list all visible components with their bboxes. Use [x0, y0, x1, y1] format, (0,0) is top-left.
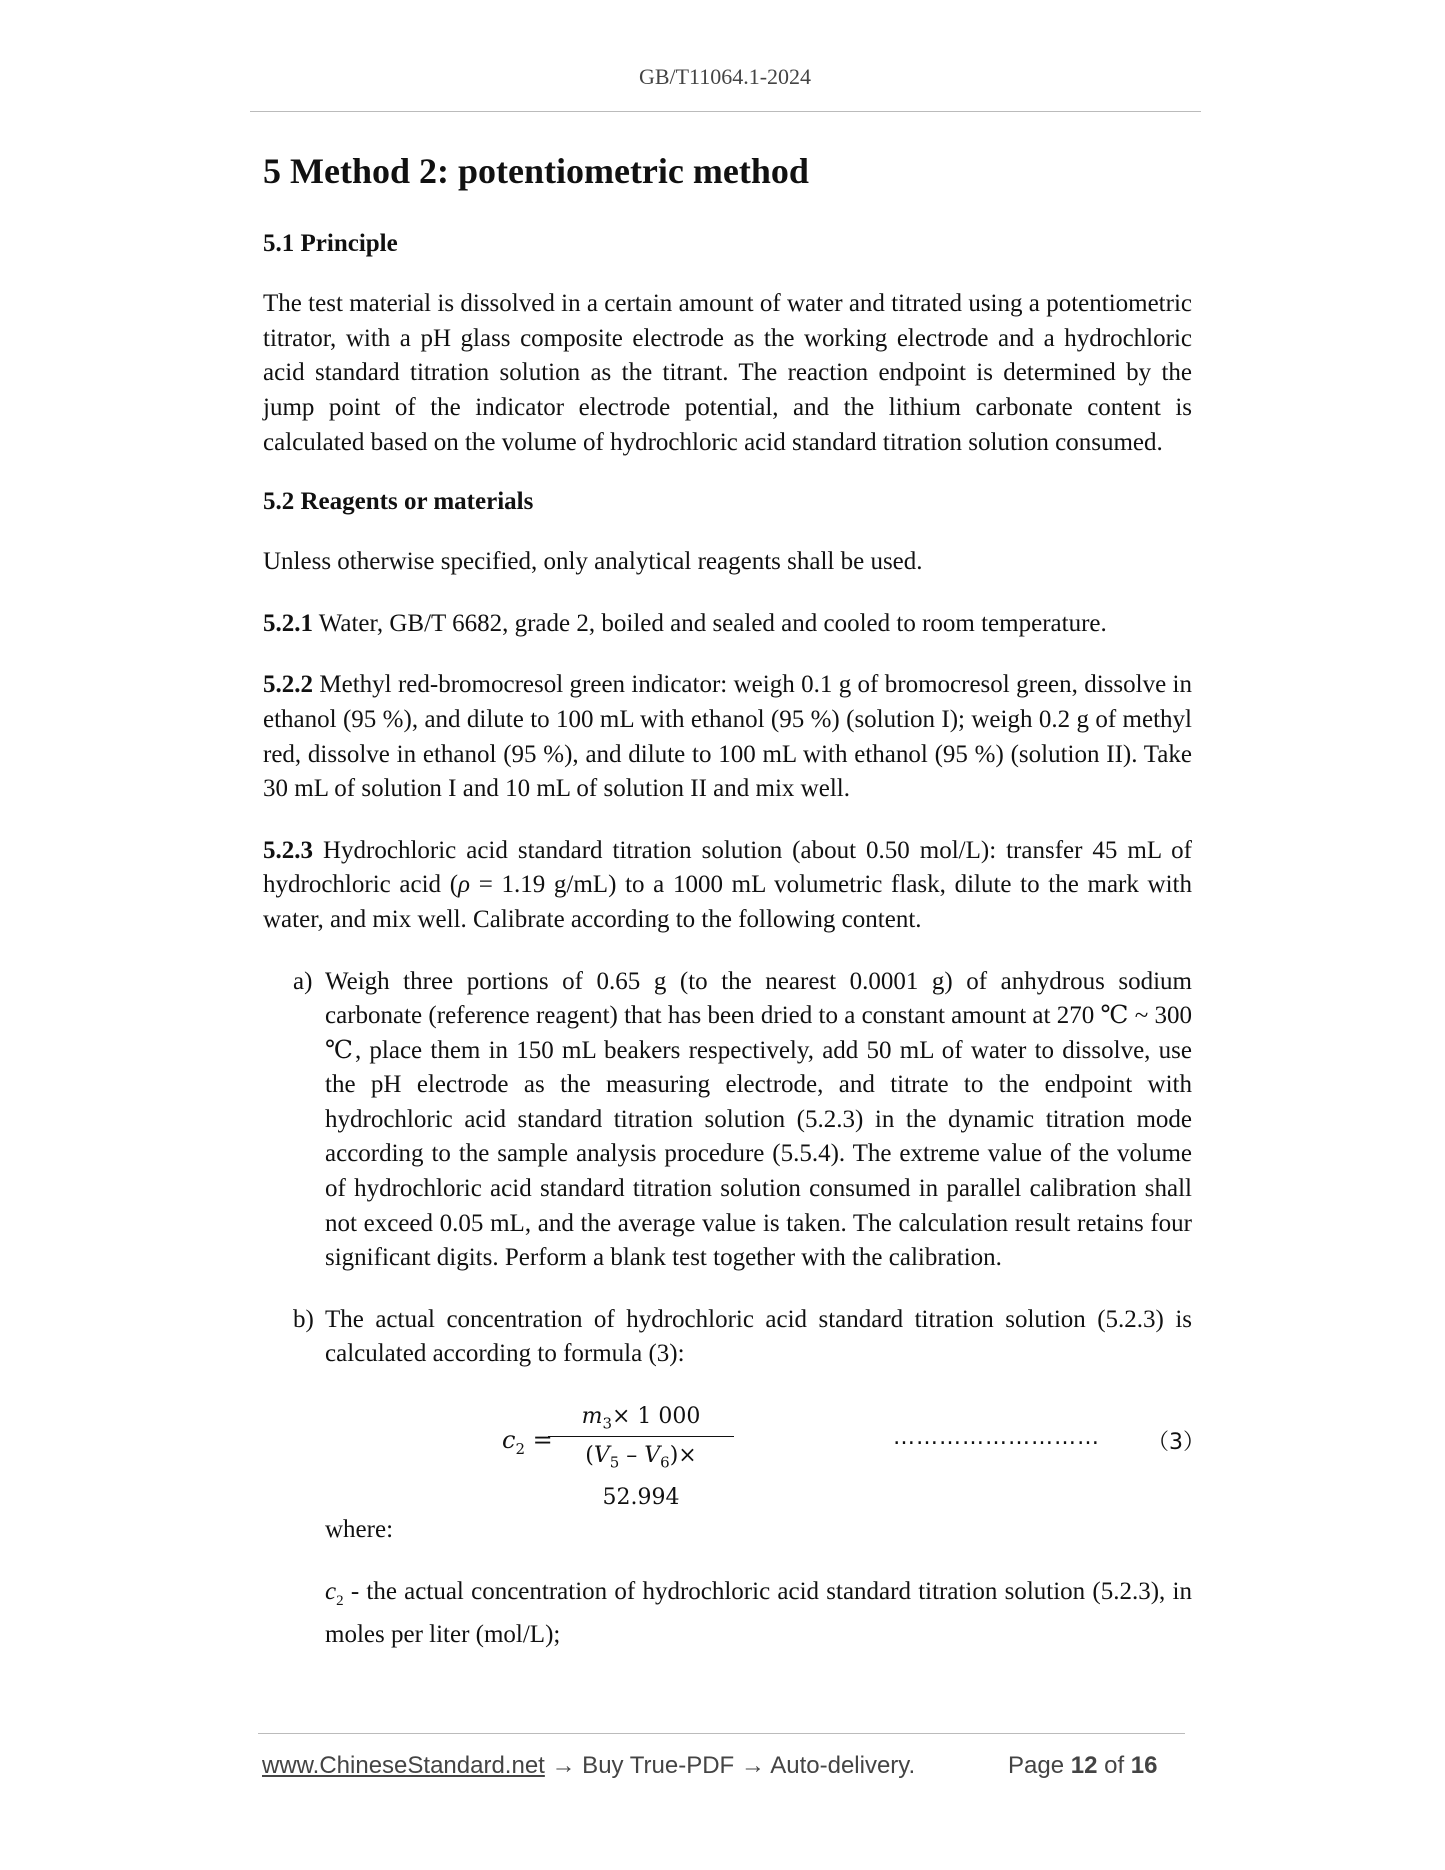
page-number: 12 [1070, 1752, 1098, 1779]
footer-divider [258, 1733, 1185, 1734]
clause-text: Water, GB/T 6682, grade 2, boiled and sealed and cooled to room temperature. [313, 609, 1107, 637]
fraction-bar [548, 1436, 734, 1437]
page-indicator [1008, 1752, 1157, 1780]
minus-sign: – [619, 1443, 645, 1469]
formula-variable: V [593, 1443, 610, 1469]
clause-text: Methyl red-bromocresol green indicator: weigh 0.1 g of bromocresol green, dissolve in ethanol (95 %), and dilute to 100 mL with ethanol (95 %) (solution I); weigh 0.2 g of methyl red, dissolve in ethanol (95 %), and dilute to 100 mL with ethanol (95 %) (solution II). Take 30 mL of solution I and 10 mL of solution II and mix well. [263, 671, 1192, 803]
page-label: Page [1008, 1752, 1071, 1779]
clause-number: 5.2.1 [263, 609, 313, 637]
section-title: 5 Method 2: potentiometric method [263, 151, 809, 191]
clause-text-continued: = 1.19 g/mL) to a 1000 mL volumetric flask, dilute to the mark with water, and mix well. Calibrate according to the following content. [263, 871, 1192, 933]
document-code-header: GB/T11064.1-2024 [638, 64, 812, 89]
formula-subscript: 2 [336, 1592, 344, 1609]
list-item-b [293, 1303, 1192, 1372]
formula-variable: c [502, 1426, 516, 1455]
list-item-text: Weigh three portions of 0.65 g (to the nearest 0.0001 g) of anhydrous sodium carbonate (reference reagent) that has been dried to a constant amount at 270 ℃ ~ 300 ℃, place them in 150 mL beakers respectively, add 50 mL of water to dissolve, use the pH electrode as the measuring electrode, and titrate to the endpoint with hydrochloric acid standard titration solution (5.2.3) in the dynamic titration mode according to the sample analysis procedure (5.5.4). The extreme value of the volume of hydrochloric acid standard titration solution consumed in parallel calibration shall not exceed 0.05 mL, and the average value is taken. The calculation result retains four significant digits. Perform a blank test together with the calibration. [325, 967, 1192, 1272]
formula-denominator [548, 1438, 734, 1511]
clause-5-2-2 [263, 668, 1192, 806]
formula-denominator-rest: )× 52.994 [602, 1443, 697, 1511]
subsection-heading-reagents: 5.2 Reagents or materials [263, 488, 534, 516]
equals-sign: = [525, 1426, 553, 1455]
reagents-intro: Unless otherwise specified, only analytical reagents shall be used. [263, 548, 923, 576]
page-total: 16 [1130, 1752, 1158, 1779]
formula-numerator [548, 1399, 734, 1435]
list-item-text: The actual concentration of hydrochloric acid standard titration solution (5.2.3) is calculated according to formula (3): [325, 1305, 1192, 1368]
footer-promo [262, 1752, 915, 1780]
footer-promo-text: → Buy True-PDF → Auto-delivery. [544, 1752, 916, 1779]
formula-3 [263, 1399, 1205, 1511]
clause-number: 5.2.3 [263, 836, 313, 864]
formula-variable: c [325, 1577, 337, 1605]
definition-text: - the actual concentration of hydrochloric acid standard titration solution (5.2.3), in moles per liter (mol/L); [325, 1577, 1192, 1649]
formula-leader-dots: ……………………… [893, 1425, 1100, 1451]
formula-lhs [502, 1426, 553, 1458]
formula-subscript: 5 [609, 1453, 620, 1472]
clause-number: 5.2.2 [263, 671, 313, 699]
clause-5-2-3 [263, 834, 1192, 938]
site-link[interactable]: www.ChineseStandard.net [262, 1752, 545, 1779]
calibration-steps-list [293, 965, 1192, 1373]
subsection-heading-principle: 5.1 Principle [263, 230, 398, 258]
formula-number: （3） [1147, 1430, 1205, 1456]
page-content [263, 150, 1205, 1653]
list-marker: b) [293, 1305, 314, 1333]
formula-numerator-rest: × 1 000 [612, 1404, 701, 1430]
principle-paragraph: The test material is dissolved in a certain amount of water and titrated using a potentiometric titrator, with a pH glass composite electrode as the working electrode and a hydrochloric acid standard titration solution as the titrant. The reaction endpoint is determined by the jump point of the indicator electrode potential, and the lithium carbonate content is calculated based on the volume of hydrochloric acid standard titration solution consumed. [263, 290, 1192, 456]
formula-subscript: 3 [602, 1414, 612, 1433]
variable-definition-c2 [263, 1575, 1192, 1653]
formula-variable: m [581, 1404, 603, 1430]
clause-text: Hydrochloric acid standard titration solution (about 0.50 mol/L): transfer 45 mL of hydrochloric acid ( [263, 836, 1192, 899]
of-label: of [1097, 1752, 1131, 1779]
formula-subscript: 2 [515, 1439, 525, 1458]
formula-paren: ( [585, 1443, 594, 1469]
formula-variable: V [644, 1443, 661, 1469]
formula-subscript: 6 [660, 1453, 670, 1472]
rho-symbol: ρ [458, 871, 471, 899]
list-marker: a) [293, 967, 313, 995]
where-label: where: [325, 1516, 394, 1544]
formula-fraction [548, 1399, 734, 1511]
list-item-a [293, 965, 1192, 1276]
clause-5-2-1 [263, 607, 1192, 642]
header-divider [250, 111, 1201, 112]
